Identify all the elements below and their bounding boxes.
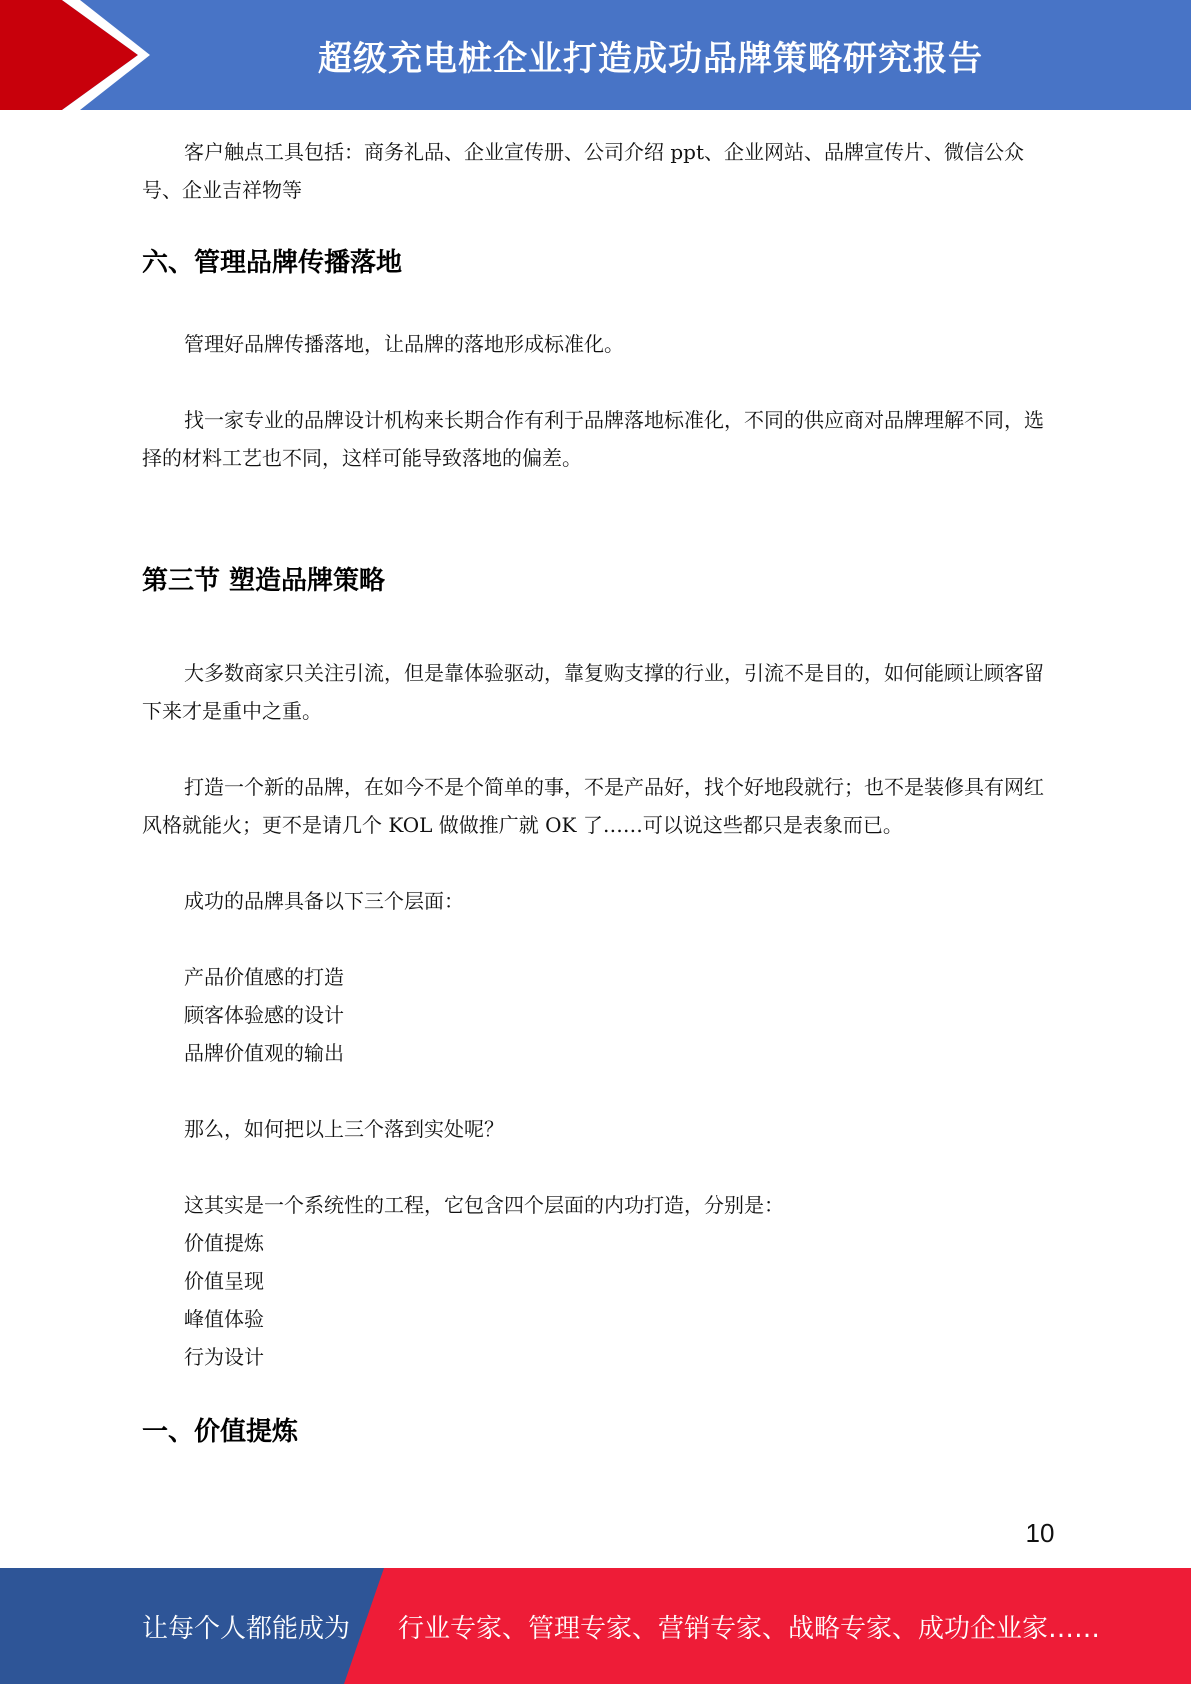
page-footer xyxy=(0,1568,1191,1684)
paragraph-three-levels-intro: 成功的品牌具备以下三个层面： xyxy=(184,889,464,913)
list-item: 产品价值感的打造 xyxy=(184,965,344,989)
paragraph-four-levels-intro: 这其实是一个系统性的工程，它包含四个层面的内功打造，分别是： xyxy=(184,1193,784,1217)
footer-slogan-right: 行业专家、管理专家、营销专家、战略专家、成功企业家…… xyxy=(398,1613,1101,1644)
list-item: 价值提炼 xyxy=(184,1231,264,1255)
header-title: 超级充电桩企业打造成功品牌策略研究报告 xyxy=(318,38,983,79)
footer-slogan-left: 让每个人都能成为 xyxy=(142,1613,351,1644)
list-item: 峰值体验 xyxy=(184,1307,264,1331)
paragraph-manage-intro: 管理好品牌传播落地，让品牌的落地形成标准化。 xyxy=(184,332,624,356)
page-header xyxy=(0,0,1191,110)
paragraph-touchpoints: 客户触点工具包括：商务礼品、企业宣传册、公司介绍 ppt、企业网站、品牌宣传片、微信公众号、企业吉祥物等 xyxy=(142,140,1024,202)
heading-section-three: 第三节 塑造品牌策略 xyxy=(142,566,386,596)
heading-section-six: 六、管理品牌传播落地 xyxy=(142,248,403,278)
list-item: 行为设计 xyxy=(184,1345,264,1369)
list-item: 顾客体验感的设计 xyxy=(184,1003,344,1027)
header-arrow-decoration xyxy=(0,0,160,110)
paragraph-question: 那么，如何把以上三个落到实处呢？ xyxy=(184,1117,504,1141)
paragraph-new-brand: 打造一个新的品牌，在如今不是个简单的事，不是产品好，找个好地段就行；也不是装修具有网红风格就能火；更不是请几个 KOL 做做推广就 OK 了……可以说这些都只是表象而已。 xyxy=(142,775,1044,837)
list-item: 品牌价值观的输出 xyxy=(184,1041,344,1065)
heading-section-one: 一、价值提炼 xyxy=(142,1417,299,1447)
list-item: 价值呈现 xyxy=(184,1269,264,1293)
page-number: 10 xyxy=(1025,1518,1055,1548)
paragraph-traffic: 大多数商家只关注引流，但是靠体验驱动，靠复购支撑的行业，引流不是目的，如何能顾让顾客留下来才是重中之重。 xyxy=(142,661,1044,723)
paragraph-manage-detail: 找一家专业的品牌设计机构来长期合作有利于品牌落地标准化，不同的供应商对品牌理解不同，选择的材料工艺也不同，这样可能导致落地的偏差。 xyxy=(142,408,1044,470)
